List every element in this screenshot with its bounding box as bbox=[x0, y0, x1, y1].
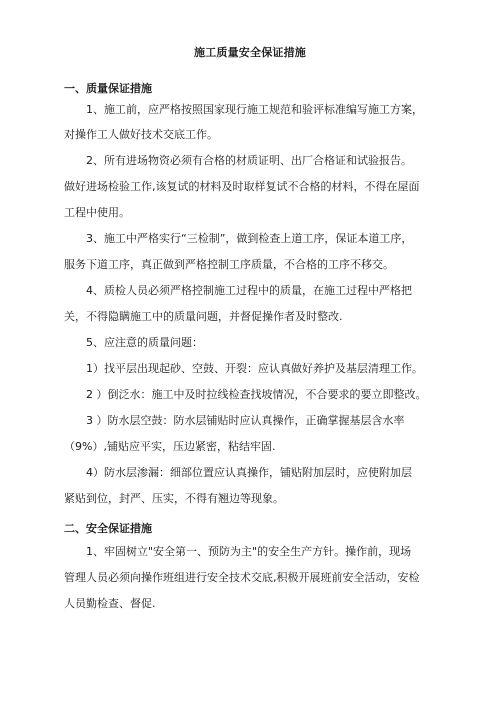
paragraph-line: 做好进场检验工作,该复试的材料及时取样复试不合格的材料，不得在屋面 bbox=[64, 180, 420, 193]
document-title: 施工质量安全保证措施 bbox=[194, 46, 306, 59]
paragraph-line: 4）防水层渗漏：细部位置应认真操作，铺贴附加层时，应使附加层 bbox=[86, 466, 412, 479]
paragraph-line: 工程中使用。 bbox=[64, 206, 130, 219]
paragraph-line: 5、应注意的质量问题： bbox=[86, 336, 203, 349]
paragraph-line: （9%）,铺贴应平实，压边紧密，粘结牢固. bbox=[64, 440, 276, 453]
paragraph-line: 4、质检人员必须严格控制施工过程中的质量，在施工过程中严格把 bbox=[86, 284, 412, 297]
paragraph-line: 对操作工人做好技术交底工作。 bbox=[64, 128, 218, 141]
paragraph-line: 管理人员必须向操作班组进行安全技术交底,积极开展班前安全活动，安检 bbox=[64, 571, 420, 584]
paragraph-line: 1）找平层出现起砂、空鼓、开裂：应认真做好养护及基层清理工作。 bbox=[86, 362, 423, 375]
paragraph-line: 1、施工前，应严格按照国家现行施工规范和验评标准编写施工方案， bbox=[86, 103, 423, 116]
paragraph-line: 3、施工中严格实行“三检制”，做到检查上道工序，保证本道工序， bbox=[86, 232, 413, 245]
paragraph-line: 关，不得隐瞒施工中的质量问题，并督促操作者及时整改. bbox=[64, 310, 343, 323]
section-heading-quality: 一、质量保证措施 bbox=[64, 82, 152, 95]
paragraph-line: 2、所有进场物资必须有合格的材质证明、出厂合格证和试验报告。 bbox=[86, 154, 412, 167]
paragraph-line: 人员勤检查、督促. bbox=[64, 597, 156, 610]
paragraph-line: 1、牢固树立"安全第一、预防为主"的安全生产方针。操作前，现场 bbox=[86, 545, 412, 558]
paragraph-line: 紧贴到位，封严、压实，不得有翘边等现象。 bbox=[64, 492, 284, 505]
paragraph-line: 2 ）倒泛水：施工中及时拉线检查找坡情况，不合要求的要立即整改。 bbox=[86, 388, 427, 401]
paragraph-line: 3 ）防水层空鼓：防水层铺贴时应认真操作，正确掌握基层含水率 bbox=[86, 414, 405, 427]
section-heading-safety: 二、安全保证措施 bbox=[64, 522, 152, 535]
paragraph-line: 服务下道工序，真正做到严格控制工序质量，不合格的工序不移交。 bbox=[64, 258, 394, 271]
